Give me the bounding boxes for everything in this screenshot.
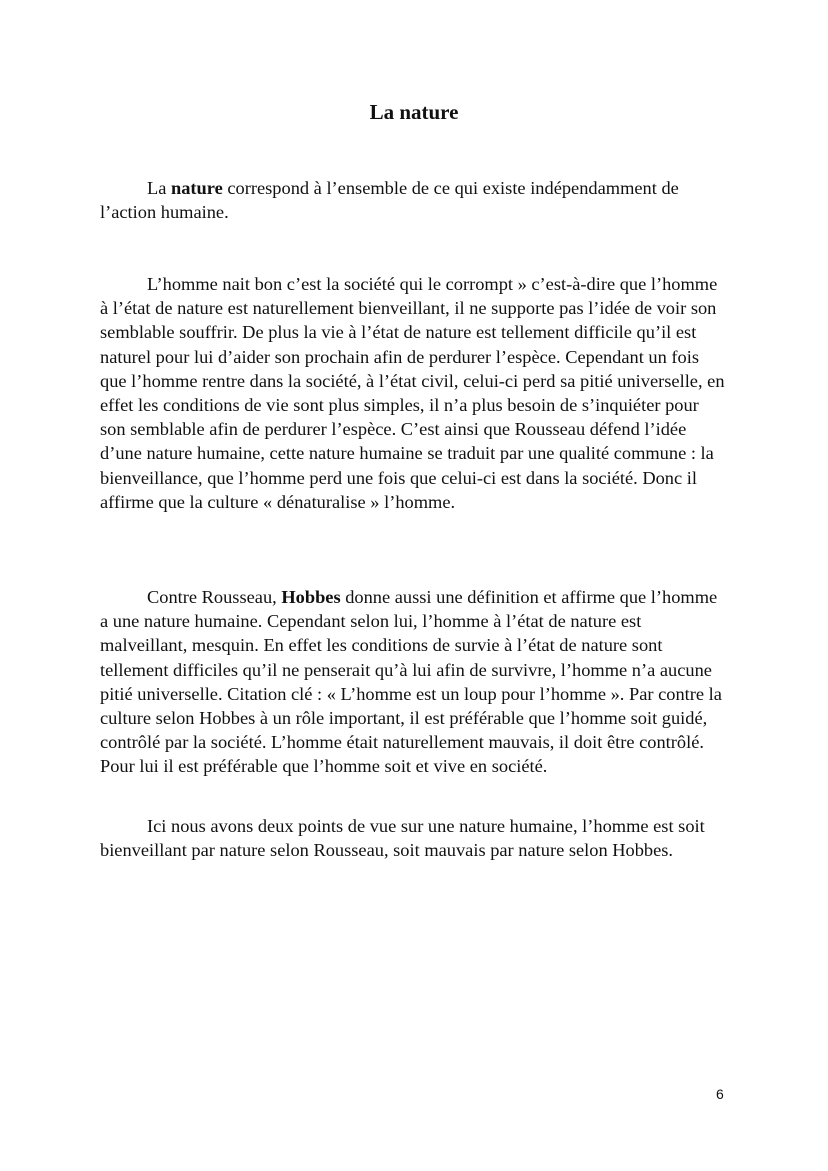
- paragraph-definition: [100, 176, 728, 224]
- paragraph-text-start: Contre Rousseau,: [147, 587, 282, 607]
- paragraph-text-end: donne aussi une définition et affirme que l’homme a une nature humaine. Cependant selon lui, l’homme à l’état de nature est malveillant, mesquin. En effet les conditions de survie à l’état de nature sont tellement difficiles qu’il ne penserait qu’à lui afin de survivre, l’homme n’a aucune pitié universelle. Citation clé : « L’homme est un loup pour l’homme ». Par contre la culture selon Hobbes à un rôle important, il est préférable que l’homme soit guidé, contrôlé par la société. L’homme était naturellement mauvais, il doit être contrôlé. Pour lui il est préférable que l’homme soit et vive en société.: [100, 587, 722, 777]
- page-number: 6: [716, 1086, 724, 1102]
- paragraph-rousseau: L’homme nait bon c’est la société qui le corrompt » c’est-à-dire que l’homme à l’état de nature est naturellement bienveillant, il ne supporte pas l’idée de voir son semblable souffrir. De plus la vie à l’état de nature est tellement difficile qu’il est naturel pour lui d’aider son prochain afin de perdurer l’espèce. Cependant un fois que l’homme rentre dans la société, à l’état civil, celui-ci perd sa pitié universelle, en effet les conditions de vie sont plus simples, il n’a plus besoin de s’inquiéter pour son semblable afin de perdurer l’espèce. C’est ainsi que Rousseau défend l’idée d’une nature humaine, cette nature humaine se traduit par une qualité commune : la bienveillance, que l’homme perd une fois que celui-ci est dans la société. Donc il affirme que la culture « dénaturalise » l’homme.: [100, 274, 725, 512]
- paragraph-hobbes: [100, 585, 728, 779]
- bold-term-nature: nature: [171, 178, 223, 198]
- paragraph-conclusion: Ici nous avons deux points de vue sur une nature humaine, l’homme est soit bienveillant par nature selon Rousseau, soit mauvais par nature selon Hobbes.: [100, 816, 705, 861]
- paragraph-text-end: correspond à l’ensemble de ce qui existe indépendamment de l’action humaine.: [100, 178, 679, 223]
- page-title: La nature: [369, 100, 459, 124]
- paragraph-text-start: La: [147, 178, 171, 198]
- bold-term-hobbes: Hobbes: [281, 587, 341, 607]
